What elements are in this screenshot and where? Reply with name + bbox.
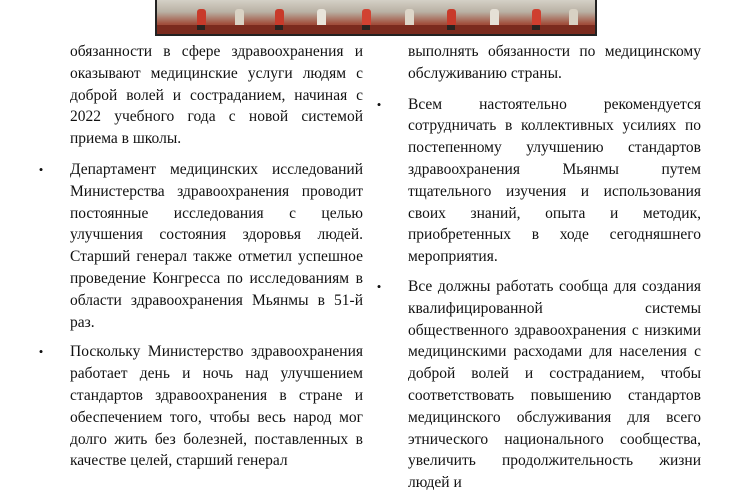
photo-floor <box>157 25 595 34</box>
photo-person <box>235 9 244 25</box>
left-column <box>38 41 363 480</box>
bullet-text: Департамент медицинских исследований Министерства здравоохранения проводит постоянные исследования с целью улучшения состояния здоровья людей. Старший генерал также отметил успешное проведение Конгресса по исследованиям в области здравоохранения Мьянмы в 51-й раз. <box>70 160 363 331</box>
bullet-text: Всем настоятельно рекомендуется сотрудничать в коллективных усилиях по постепенному улучшению стандартов здравоохранения Мьянмы путем тщательного изучения и использования своих знаний, опыта и методик, приобретенных в ходе сегодняшнего мероприятия. <box>408 95 701 266</box>
photo-person <box>532 9 541 25</box>
photo-person <box>405 9 414 25</box>
photo-person <box>275 9 284 25</box>
paragraph-continuation: обязанности в сфере здравоохранения и оказывают медицинские услуги людям с доброй волей и состраданием, начиная с 2022 учебного года с новой системой приема в школы. <box>70 43 363 148</box>
photo-feet <box>275 25 283 30</box>
bullet-item <box>38 341 363 472</box>
photo-feet <box>447 25 455 30</box>
event-photo <box>155 0 597 36</box>
bullet-dot: • <box>38 344 44 360</box>
bullet-dot: • <box>376 278 382 294</box>
bullet-item <box>376 94 701 268</box>
bullet-item <box>376 276 701 494</box>
bullet-dot: • <box>376 96 382 112</box>
bullet-text: Все должны работать сообща для создания квалифицированной системы общественного здравоохранения с низкими медицинскими расходами для населения с доброй волей и состраданием, чтобы соответствовать повышению стандартов медицинского обслуживания для всего этнического национального сообщества, увеличить продолжительность жизни людей и <box>408 277 701 492</box>
photo-person <box>569 9 578 25</box>
right-column <box>376 41 701 502</box>
photo-person <box>447 9 456 25</box>
photo-person <box>490 9 499 25</box>
photo-person <box>197 9 206 25</box>
bullet-dot: • <box>38 161 44 177</box>
photo-feet <box>197 25 205 30</box>
photo-feet <box>532 25 540 30</box>
paragraph-continuation: выполнять обязанности по медицинскому обслуживанию страны. <box>408 43 701 82</box>
bullet-text: Поскольку Министерство здравоохранения работает день и ночь над улучшением стандартов здравоохранения в стране и обеспечением того, чтобы весь народ мог долго жить без болезней, поставленных в качестве целей, старший генерал <box>70 343 363 470</box>
photo-person <box>317 9 326 25</box>
photo-feet <box>362 25 370 30</box>
bullet-item <box>38 159 363 333</box>
photo-person <box>362 9 371 25</box>
